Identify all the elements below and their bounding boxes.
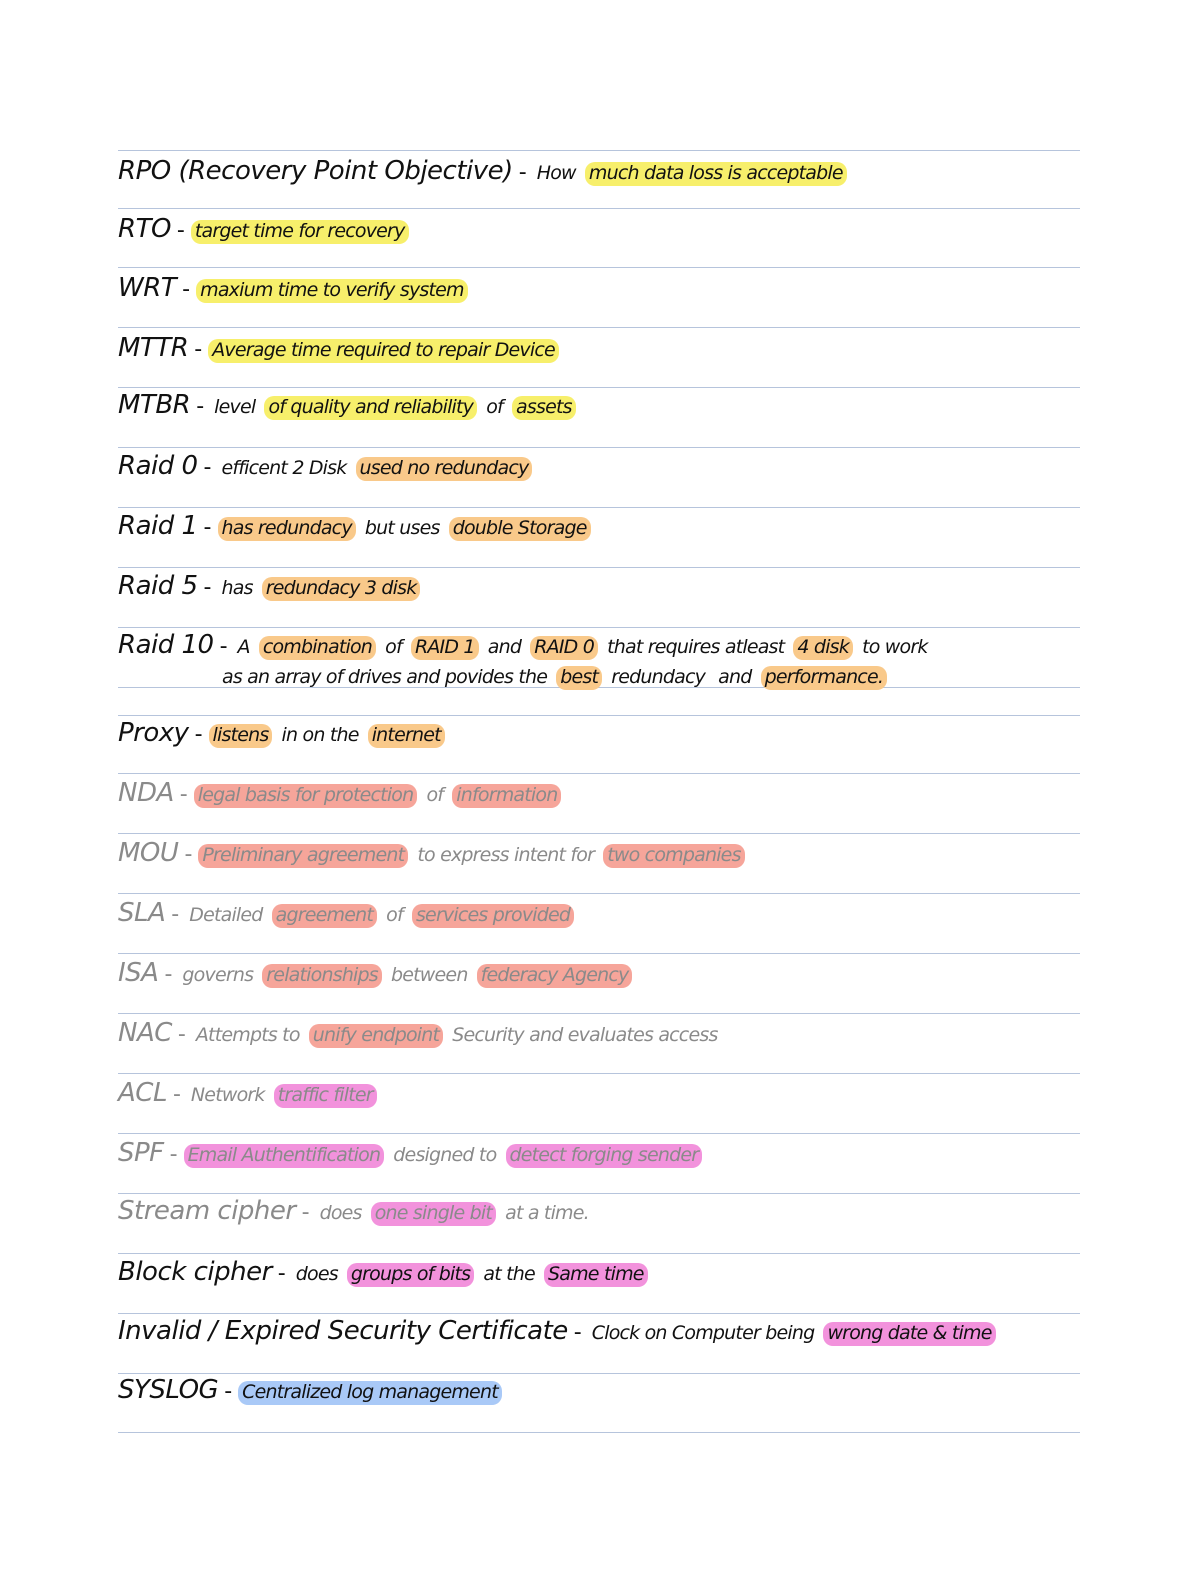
definition-text: between — [391, 964, 468, 986]
note-entry-mtbr — [118, 392, 576, 418]
highlighted-text: one single bit — [371, 1202, 496, 1226]
definition-text: designed to — [393, 1144, 497, 1166]
ruled-line — [118, 1373, 1080, 1374]
definition-text: but uses — [364, 517, 440, 539]
dash-separator: - — [172, 1082, 181, 1107]
highlighted-text: information — [452, 784, 561, 808]
highlighted-text: Email Authentification — [184, 1144, 385, 1168]
term-label: Proxy — [118, 718, 189, 748]
term-label: Raid 5 — [118, 571, 198, 601]
note-entry-nac — [118, 1020, 722, 1046]
ruled-line — [118, 715, 1080, 716]
dash-separator: - — [277, 1261, 286, 1286]
highlighted-text: target time for recovery — [191, 220, 409, 244]
dash-separator: - — [203, 515, 212, 540]
ruled-line — [118, 1193, 1080, 1194]
dash-separator: - — [203, 575, 212, 600]
definition-text: of — [486, 396, 503, 418]
highlighted-text: services provided — [412, 904, 574, 928]
ruled-line — [118, 1313, 1080, 1314]
note-entry-spf — [118, 1140, 702, 1166]
highlighted-text: combination — [259, 636, 376, 660]
term-label: Raid 0 — [118, 451, 198, 481]
definition-text: Detailed — [189, 904, 263, 926]
dash-separator: - — [179, 782, 188, 807]
definition-text: at the — [483, 1263, 535, 1285]
ruled-line — [118, 387, 1080, 388]
definition-text: Clock on Computer being — [591, 1322, 815, 1344]
note-entry-mou — [118, 840, 745, 866]
highlighted-text: traffic filter — [274, 1084, 377, 1108]
note-entry-syslog — [118, 1377, 502, 1403]
dash-separator: - — [573, 1320, 582, 1345]
ruled-line — [118, 567, 1080, 568]
highlighted-text: federacy Agency — [477, 964, 633, 988]
highlighted-text: best — [556, 666, 602, 690]
note-entry-rto — [118, 216, 409, 242]
ruled-line — [118, 627, 1080, 628]
definition-text: A — [237, 636, 250, 658]
highlighted-text: 4 disk — [793, 636, 853, 660]
highlighted-text: RAID 0 — [530, 636, 598, 660]
term-label: MOU — [118, 838, 179, 868]
term-label: Invalid / Expired Security Certificate — [118, 1316, 568, 1346]
highlighted-text: used no redundacy — [356, 457, 533, 481]
term-label: ACL — [118, 1078, 167, 1108]
highlighted-text: double Storage — [449, 517, 591, 541]
highlighted-text: has redundacy — [218, 517, 356, 541]
highlighted-text: of quality and reliability — [264, 396, 477, 420]
dash-separator: - — [224, 1379, 233, 1404]
dash-separator: - — [176, 218, 185, 243]
note-entry-raid0 — [118, 453, 532, 479]
dash-separator: - — [194, 722, 203, 747]
dash-separator: - — [164, 962, 173, 987]
note-entry-block-cipher — [118, 1259, 648, 1285]
note-entry-rpo — [118, 158, 847, 184]
highlighted-text: relationships — [262, 964, 382, 988]
definition-text: does — [295, 1263, 338, 1285]
definition-text: redundacy — [611, 666, 706, 688]
ruled-line — [118, 773, 1080, 774]
note-entry-raid1 — [118, 513, 591, 539]
ruled-line — [118, 327, 1080, 328]
ruled-line — [118, 208, 1080, 209]
term-label: NAC — [118, 1018, 172, 1048]
highlighted-text: internet — [368, 724, 445, 748]
term-label: SPF — [118, 1138, 164, 1168]
ruled-line — [118, 833, 1080, 834]
term-label: ISA — [118, 958, 159, 988]
term-label: NDA — [118, 778, 174, 808]
dash-separator: - — [169, 1142, 178, 1167]
term-label: Stream cipher — [118, 1196, 296, 1226]
term-label: Block cipher — [118, 1257, 272, 1287]
highlighted-text: detect forging sender — [506, 1144, 703, 1168]
note-entry-nda — [118, 780, 561, 806]
definition-text: of — [385, 636, 402, 658]
term-label: MTTR — [118, 333, 189, 363]
definition-text: of — [426, 784, 444, 806]
highlighted-text: Average time required to repair Device — [208, 339, 559, 363]
ruled-line — [118, 1432, 1080, 1433]
term-label: WRT — [118, 273, 177, 303]
definition-text: and — [718, 666, 752, 688]
dash-separator: - — [196, 394, 205, 419]
ruled-line — [118, 1133, 1080, 1134]
definition-text: governs — [182, 964, 254, 986]
note-entry-isa — [118, 960, 632, 986]
ruled-line — [118, 893, 1080, 894]
term-label: Raid 1 — [118, 511, 198, 541]
dash-separator: - — [219, 634, 228, 659]
definition-text: How — [536, 162, 576, 184]
highlighted-text: legal basis for protection — [194, 784, 418, 808]
dash-separator: - — [182, 277, 191, 302]
definition-text: Security and evaluates access — [452, 1024, 718, 1046]
note-entry-acl — [118, 1080, 377, 1106]
highlighted-text: agreement — [272, 904, 377, 928]
note-entry-stream-cipher — [118, 1198, 593, 1224]
highlighted-text: wrong date & time — [823, 1322, 995, 1346]
definition-text: to work — [862, 636, 928, 658]
definition-text: and — [487, 636, 522, 658]
highlighted-text: Same time — [544, 1263, 648, 1287]
definition-text: has — [221, 577, 253, 599]
highlighted-text: Centralized log management — [238, 1381, 502, 1405]
ruled-line — [118, 1253, 1080, 1254]
dash-separator: - — [177, 1022, 186, 1047]
note-entry-raid10 — [118, 632, 932, 658]
dash-separator: - — [301, 1200, 310, 1225]
note-entry-raid5 — [118, 573, 420, 599]
ruled-line — [118, 447, 1080, 448]
definition-text: to express intent for — [417, 844, 595, 866]
definition-text: level — [214, 396, 256, 418]
highlighted-text: much data loss is acceptable — [585, 162, 847, 186]
dash-separator: - — [518, 160, 527, 185]
definition-text: Network — [190, 1084, 265, 1106]
term-label: Raid 10 — [118, 630, 214, 660]
ruled-line — [118, 267, 1080, 268]
ruled-line — [118, 507, 1080, 508]
note-entry-raid10-continuation — [218, 668, 887, 687]
ruled-line — [118, 1013, 1080, 1014]
note-entry-sla — [118, 900, 574, 926]
definition-text: Attempts to — [195, 1024, 300, 1046]
definition-text: in on the — [281, 724, 359, 746]
term-label: RTO — [118, 214, 171, 244]
term-label: SYSLOG — [118, 1375, 219, 1405]
note-entry-mttr — [118, 335, 559, 361]
highlighted-text: RAID 1 — [411, 636, 479, 660]
ruled-line — [118, 1073, 1080, 1074]
highlighted-text: two companies — [603, 844, 744, 868]
definition-text: of — [386, 904, 403, 926]
highlighted-text: assets — [512, 396, 576, 420]
ruled-line — [118, 953, 1080, 954]
highlighted-text: redundacy 3 disk — [262, 577, 421, 601]
term-label: MTBR — [118, 390, 191, 420]
dash-separator: - — [194, 337, 203, 362]
note-entry-proxy — [118, 720, 445, 746]
highlighted-text: Preliminary agreement — [198, 844, 408, 868]
highlighted-text: unify endpoint — [309, 1024, 443, 1048]
definition-text: does — [319, 1202, 362, 1224]
ruled-line — [118, 150, 1080, 151]
highlighted-text: maxium time to verify system — [196, 279, 468, 303]
note-entry-wrt — [118, 275, 468, 301]
definition-text: that requires atleast — [607, 636, 785, 658]
term-label: RPO (Recovery Point Objective) — [118, 156, 513, 186]
definition-text: at a time. — [505, 1202, 589, 1224]
dash-separator: - — [184, 842, 193, 867]
dash-separator: - — [171, 902, 180, 927]
definition-text: as an array of drives and povides the — [222, 666, 548, 688]
highlighted-text: groups of bits — [347, 1263, 474, 1287]
term-label: SLA — [118, 898, 166, 928]
highlighted-text: performance. — [761, 666, 887, 690]
dash-separator: - — [203, 455, 212, 480]
note-entry-invalid-cert — [118, 1318, 996, 1344]
definition-text: efficent 2 Disk — [221, 457, 347, 479]
highlighted-text: listens — [209, 724, 273, 748]
